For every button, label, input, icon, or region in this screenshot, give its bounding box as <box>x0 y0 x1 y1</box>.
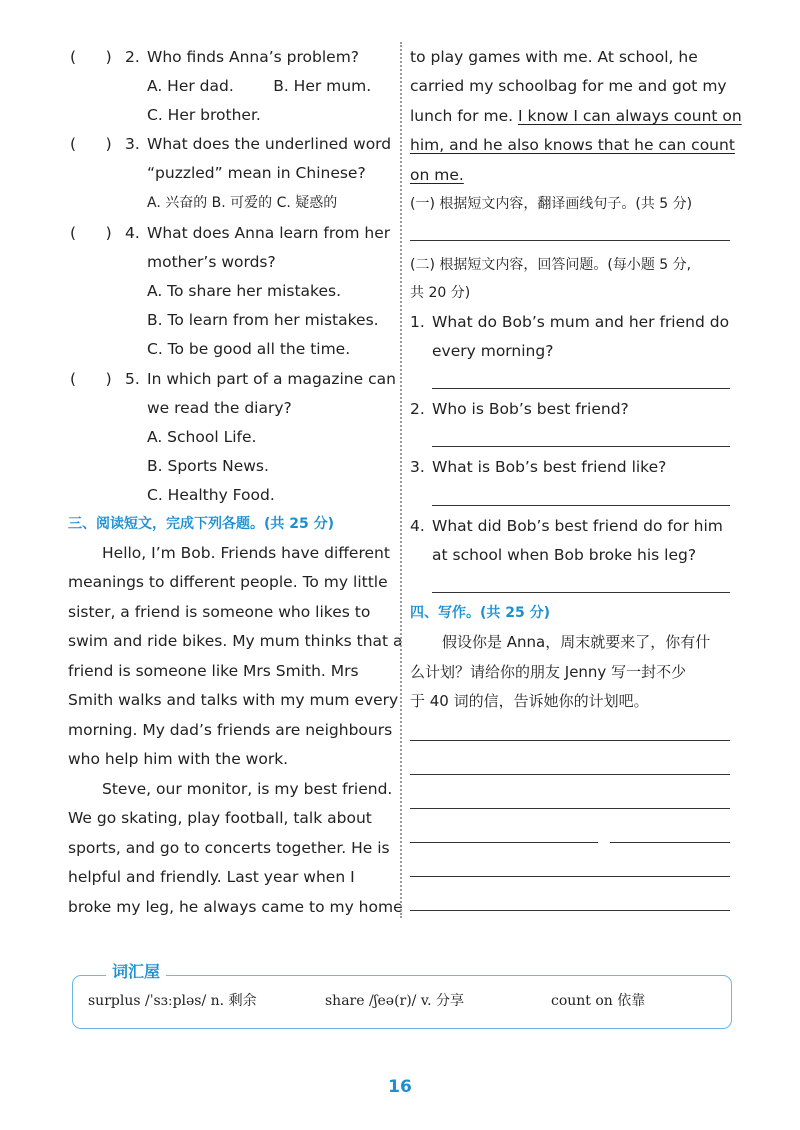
answer-bracket[interactable]: ( ) <box>70 224 112 242</box>
answer-line[interactable] <box>432 592 730 593</box>
option: B. Sports News. <box>147 457 269 475</box>
option: B. To learn from her mistakes. <box>147 311 379 329</box>
option: A. To share her mistakes. <box>147 282 341 300</box>
section-heading: 三、阅读短文，完成下列各题。(共 25 分) <box>68 516 335 532</box>
option: C. To be good all the time. <box>147 340 351 358</box>
question-stem: “puzzled” mean in Chinese? <box>147 164 366 182</box>
option: A. School Life. <box>147 428 257 446</box>
underlined-sentence: on me. <box>410 166 464 184</box>
passage-line: sister, a friend is someone who likes to <box>68 603 371 621</box>
options-line: A. Her dad. B. Her mum. <box>147 77 372 95</box>
options-line: A. 兴奋的 B. 可爱的 C. 疑惑的 <box>147 195 338 211</box>
question-stem: Who finds Anna’s problem? <box>147 48 360 66</box>
question-stem: What does Anna learn from her <box>147 224 391 242</box>
passage-line: morning. My dad’s friends are neighbours <box>68 721 393 739</box>
task-instruction: 共 20 分) <box>410 285 471 301</box>
underlined-sentence: him, and he also knows that he can count <box>410 136 735 154</box>
writing-prompt: 于 40 词的信，告诉她你的计划吧。 <box>410 692 649 710</box>
question-number: 3. <box>410 458 425 476</box>
vocab-item: count on 依靠 <box>551 993 646 1009</box>
section-heading: 四、写作。(共 25 分) <box>410 605 551 621</box>
task-instruction: (一) 根据短文内容，翻译画线句子。(共 5 分) <box>410 196 693 212</box>
answer-line[interactable] <box>432 446 730 447</box>
underlined-sentence: I know I can always count on <box>517 107 742 125</box>
question-number: 1. <box>410 313 425 331</box>
answer-bracket[interactable]: ( ) <box>70 135 112 153</box>
answer-bracket[interactable]: ( ) <box>70 48 112 66</box>
writing-line[interactable] <box>410 842 598 843</box>
passage-line: Smith walks and talks with my mum every <box>68 691 399 709</box>
vocab-item: share /ʃeə(r)/ v. 分享 <box>325 993 464 1009</box>
writing-line[interactable] <box>410 808 730 809</box>
question-number: 2. <box>125 48 140 66</box>
passage-line: meanings to different people. To my little <box>68 573 388 591</box>
question-stem: mother’s words? <box>147 253 276 271</box>
question-text: What do Bob’s mum and her friend do <box>432 313 730 331</box>
question-stem: In which part of a magazine can <box>147 370 396 388</box>
writing-prompt: 么计划？请给你的朋友 Jenny 写一封不少 <box>410 663 687 681</box>
left-column <box>0 0 403 930</box>
question-number: 2. <box>410 400 425 418</box>
question-text: at school when Bob broke his leg? <box>432 546 697 564</box>
page-number: 16 <box>388 1077 412 1097</box>
writing-line[interactable] <box>410 740 730 741</box>
answer-line[interactable] <box>432 505 730 506</box>
passage-line <box>410 106 742 126</box>
passage-line: swim and ride bikes. My mum thinks that a <box>68 632 403 650</box>
column-divider <box>400 42 402 918</box>
answer-bracket[interactable]: ( ) <box>70 370 112 388</box>
question-text: every morning? <box>432 342 554 360</box>
vocab-title: 词汇屋 <box>106 961 166 983</box>
writing-line[interactable] <box>410 876 730 877</box>
passage-text: lunch for me. <box>410 107 514 125</box>
writing-prompt: 假设你是 Anna，周末就要来了，你有什 <box>442 633 711 651</box>
writing-line[interactable] <box>410 910 730 911</box>
passage-line: Hello, I’m Bob. Friends have different <box>102 544 390 562</box>
task-instruction: (二) 根据短文内容，回答问题。(每小题 5 分, <box>410 257 692 273</box>
question-text: What is Bob’s best friend like? <box>432 458 667 476</box>
option: C. Her brother. <box>147 106 261 124</box>
writing-line[interactable] <box>610 842 730 843</box>
question-number: 4. <box>125 224 140 242</box>
passage-line: We go skating, play football, talk about <box>68 809 372 827</box>
vocab-item: surplus /ˈsɜːpləs/ n. 剩余 <box>88 993 257 1009</box>
option: C. Healthy Food. <box>147 486 275 504</box>
question-number: 5. <box>125 370 140 388</box>
writing-line[interactable] <box>410 774 730 775</box>
passage-line: sports, and go to concerts together. He is <box>68 839 390 857</box>
passage-line: friend is someone like Mrs Smith. Mrs <box>68 662 359 680</box>
question-number: 4. <box>410 517 425 535</box>
question-text: What did Bob’s best friend do for him <box>432 517 723 535</box>
passage-line: who help him with the work. <box>68 750 289 768</box>
passage-line: Steve, our monitor, is my best friend. <box>102 780 393 798</box>
question-text: Who is Bob’s best friend? <box>432 400 629 418</box>
passage-line: broke my leg, he always came to my home <box>68 898 403 916</box>
answer-line[interactable] <box>432 388 730 389</box>
question-number: 3. <box>125 135 140 153</box>
question-stem: What does the underlined word <box>147 135 392 153</box>
right-column <box>408 0 800 930</box>
question-stem: we read the diary? <box>147 399 292 417</box>
passage-line: to play games with me. At school, he <box>410 48 698 66</box>
passage-line: helpful and friendly. Last year when I <box>68 868 355 886</box>
passage-line: carried my schoolbag for me and got my <box>410 77 727 95</box>
answer-line[interactable] <box>410 240 730 241</box>
